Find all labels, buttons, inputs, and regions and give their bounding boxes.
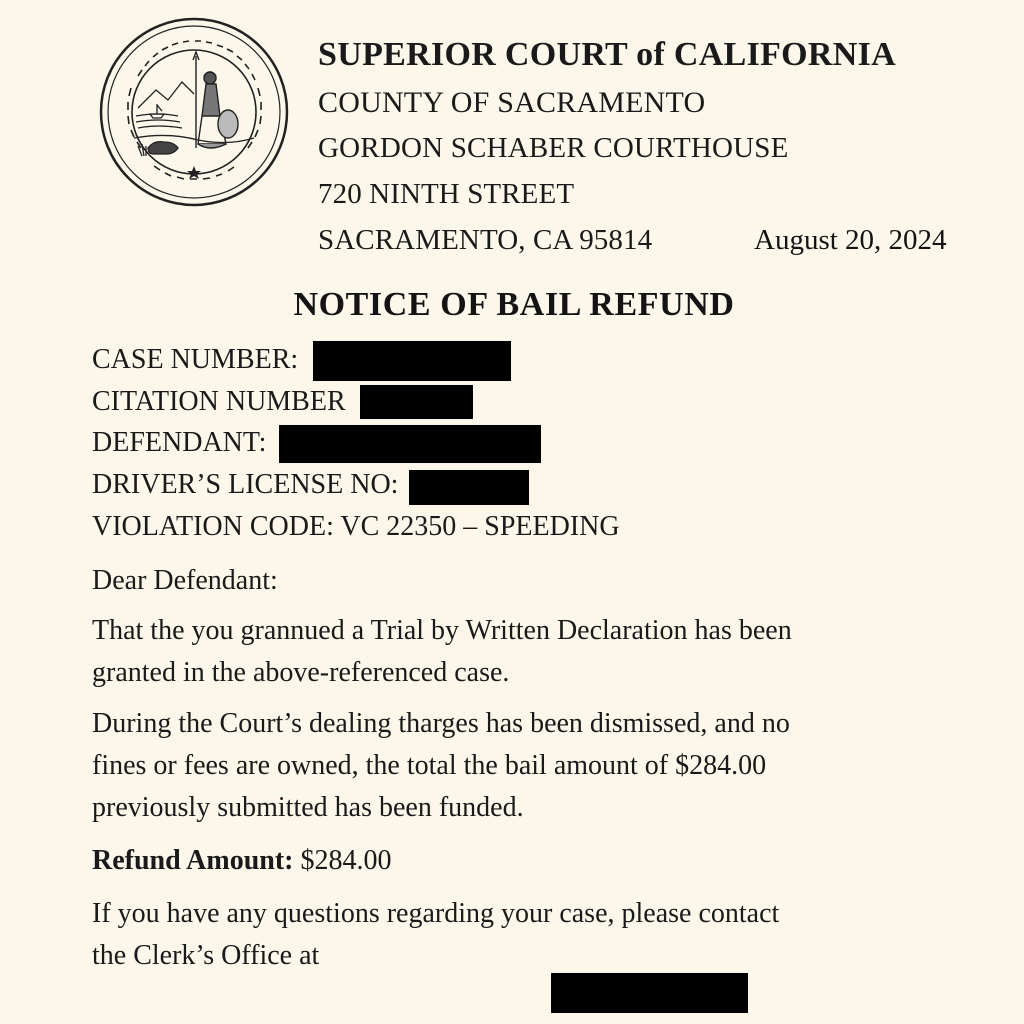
paragraph-line: If you have any questions regarding your case, please contact xyxy=(92,898,780,929)
paragraph-contact xyxy=(92,893,952,977)
case-number-label: CASE NUMBER: xyxy=(92,344,299,375)
violation-code: VIOLATION CODE: VC 22350 – SPEEDING xyxy=(92,511,620,542)
salutation: Dear Defendant: xyxy=(92,565,278,596)
paragraph-line: granted in the above-referenced case. xyxy=(92,657,510,688)
salutation-block xyxy=(92,560,952,602)
paragraph-line: During the Court’s dealing tharges has been dismissed, and no xyxy=(92,708,790,739)
street-address: 720 NINTH STREET xyxy=(318,178,575,210)
california-state-seal-icon xyxy=(98,16,290,208)
notice-date: August 20, 2024 xyxy=(754,224,947,256)
paragraph-line: previously submitted has been funded. xyxy=(92,792,524,823)
city-state-zip: SACRAMENTO, CA 95814 xyxy=(318,224,653,256)
refund-amount-line xyxy=(92,840,952,882)
notice-title: NOTICE OF BAIL REFUND xyxy=(293,286,735,323)
court-name: SUPERIOR COURT of CALIFORNIA xyxy=(318,36,897,73)
paragraph-dismissal xyxy=(92,703,952,829)
county-name: COUNTY OF SACRAMENTO xyxy=(318,86,706,119)
citation-number-redaction xyxy=(360,385,473,419)
case-number-redaction xyxy=(313,341,511,381)
drivers-license-redaction xyxy=(409,470,529,505)
paragraph-line: fines or fees are owned, the total the bail amount of $284.00 xyxy=(92,750,767,781)
drivers-license-label: DRIVER’S LICENSE NO: xyxy=(92,469,399,500)
courthouse-name: GORDON SCHABER COURTHOUSE xyxy=(318,132,789,164)
paragraph-trial-declaration xyxy=(92,610,952,694)
clerk-contact-redaction xyxy=(551,973,748,1013)
defendant-redaction xyxy=(279,425,541,463)
paragraph-line: the Clerk’s Office at xyxy=(92,940,320,971)
citation-number-label: CITATION NUMBER xyxy=(92,386,346,417)
paragraph-line: That the you grannued a Trial by Written Declaration has been xyxy=(92,615,792,646)
refund-amount-value: $284.00 xyxy=(300,845,392,876)
defendant-label: DEFENDANT: xyxy=(92,427,267,458)
refund-amount-label: Refund Amount: xyxy=(92,845,294,876)
